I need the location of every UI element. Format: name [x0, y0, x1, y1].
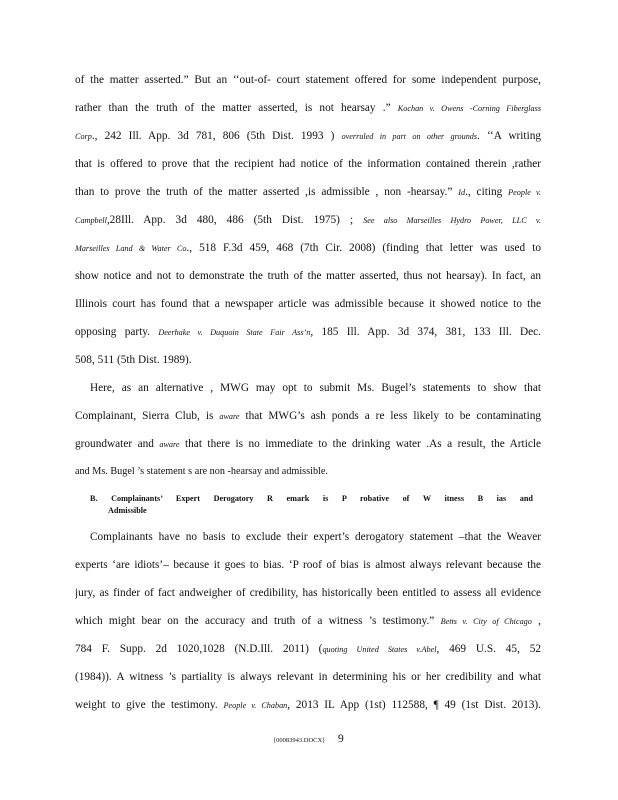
text-line: which might bear on the accuracy and truth of a witness ’s testimony.” Betts v. City of Chicago ,	[75, 615, 541, 627]
footer-document-id: {00083943.DOCX}	[273, 737, 326, 744]
text-line: Complainants have no basis to exclude their expert’s derogatory statement –that the Weaver	[90, 531, 541, 543]
section-heading: B. Complainants’ Expert Derogatory R emark is P robative of W itness B ias and	[90, 494, 533, 503]
text-line: show notice and not to demonstrate the truth of the matter asserted, thus not hearsay). In fact, an	[75, 270, 541, 282]
text-line: Marseilles Land & Water Co., 518 F.3d 459, 468 (7th Cir. 2008) (finding that letter was used to	[75, 242, 541, 254]
case-citation: Campbell	[75, 216, 107, 225]
emphasis-text: aware	[159, 440, 180, 449]
case-citation: Corp	[75, 132, 92, 141]
text-line: rather than the truth of the matter asserted, is not hearsay .” Kochan v. Owens -Corning Fiberglass	[75, 102, 541, 114]
text-line: experts ‘are idiots’– because it goes to bias. ‘P roof of bias is almost always relevant because the	[75, 559, 541, 571]
section-heading-continuation: Admissible	[108, 506, 147, 515]
case-citation: People v. Chaban	[223, 701, 288, 710]
case-citation: Kochan v. Owens -Corning Fiberglass	[397, 104, 541, 113]
case-citation: overruled in part on other grounds	[341, 132, 478, 141]
text-line: opposing party. Deerhake v. Duquoin State Fair Ass’n, 185 Ill. App. 3d 374, 381, 133 Ill. Dec.	[75, 326, 541, 338]
text-line: groundwater and aware that there is no immediate to the drinking water .As a result, the Article	[75, 438, 541, 450]
text-line: and Ms. Bugel ’s statement s are non -hearsay and admissible.	[75, 466, 328, 477]
case-citation: People v.	[508, 188, 541, 197]
text-line: Illinois court has found that a newspaper article was admissible because it showed notice to the	[75, 298, 541, 310]
text-line: jury, as finder of fact andweigher of credibility, has historically been entitled to assess all evidence	[75, 587, 541, 599]
case-citation: Deerhake v. Duquoin State Fair Ass’n	[158, 328, 311, 337]
text-line: Here, as an alternative , MWG may opt to submit Ms. Bugel’s statements to show that	[90, 382, 541, 394]
text-line: that is offered to prove that the recipient had notice of the information contained therein ,rather	[75, 158, 541, 170]
text-line: Campbell,28Ill. App. 3d 480, 486 (5th Dist. 1975) ; See also Marseilles Hydro Power, LLC v.	[75, 214, 541, 226]
text-line: 508, 511 (5th Dist. 1989).	[75, 354, 192, 366]
case-citation: Id	[458, 188, 466, 197]
case-citation: See also Marseilles Hydro Power, LLC v.	[363, 216, 541, 225]
text-line: (1984)). A witness ’s partiality is always relevant in determining his or her credibility and what	[75, 671, 541, 683]
text-line: Corp., 242 Ill. App. 3d 781, 806 (5th Dist. 1993 ) overruled in part on other grounds. ‘‘A writing	[75, 130, 541, 142]
page-number: 9	[338, 733, 344, 745]
case-citation: Betts v. City of Chicago	[440, 617, 532, 626]
case-citation: quoting United States v.Abel	[322, 645, 437, 654]
text-line: 784 F. Supp. 2d 1020,1028 (N.D.Ill. 2011) (quoting United States v.Abel, 469 U.S. 45, 52	[75, 643, 541, 655]
text-line: weight to give the testimony. People v. Chaban, 2013 IL App (1st) 112588, ¶ 49 (1st Dist. 2013).	[75, 699, 541, 711]
emphasis-text: aware	[219, 412, 240, 421]
case-citation: Marseilles Land & Water Co	[75, 244, 187, 253]
text-line: than to prove the truth of the matter asserted ,is admissible , non -hearsay.” Id., citing People v.	[75, 186, 541, 198]
text-line: of the matter asserted.” But an ‘‘out-of- court statement offered for some independent purpose,	[75, 74, 541, 86]
text-line: Complainant, Sierra Club, is aware that MWG’s ash ponds a re less likely to be contaminating	[75, 410, 541, 422]
